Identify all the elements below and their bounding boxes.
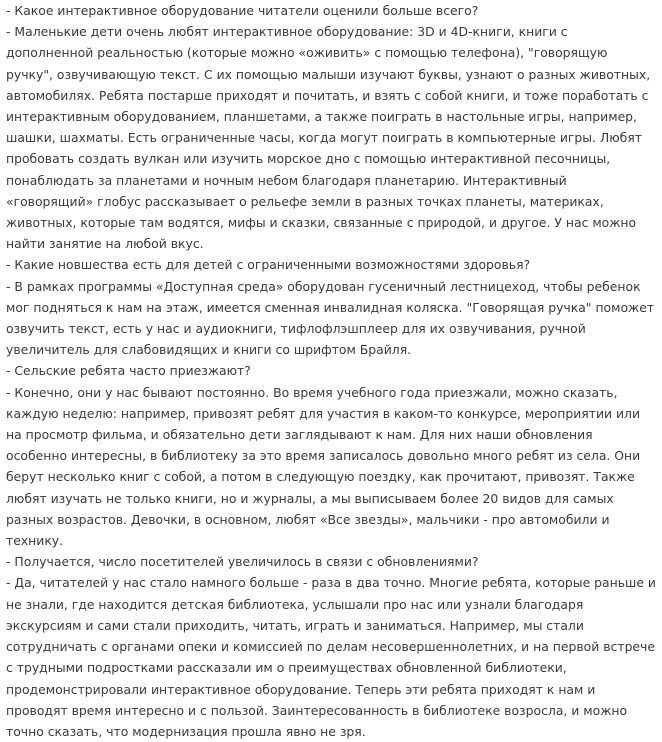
question-visitor-growth: - Получается, число посетителей увеличилось в связи с обновлениями? [6, 554, 479, 570]
answer-visitor-growth: - Да, читателей у нас стало намного больше - раза в два точно. Многие ребята, которые раньше и не знали, где находится детская библиотека, услышали про нас или узнали благодаря экскурсиям и сами стали приходить, читать, играть и заниматься. Например, мы стали сотрудничать с органами опеки и комиссией по делам несовершеннолетних, и на первой встрече с трудными подростками рассказали им о преимуществах обновленной библиотеки, продемонстрировали интерактивное оборудование. Теперь эти ребята приходят к нам и проводят время интересно и с пользой. Заинтересованность в библиотеке возросла, и можно точно сказать, что модернизация прошла явно не зря. [6, 575, 656, 739]
question-rural-children: - Сельские ребята часто приезжают? [6, 363, 251, 379]
answer-accessibility-innovations: - В рамках программы «Доступная среда» оборудован гусеничный лестницеход, чтобы ребенок мог подняться к нам на этаж, имеется сменная инвалидная коляска. "Говорящая ручка" поможет озвучить текст, есть у нас и аудиокниги, тифлофлэшплеер для их озвучивания, ручной увеличитель для слабовидящих и книги со шрифтом Брайля. [6, 278, 655, 358]
question-accessibility-innovations: - Какие новшества есть для детей с ограниченными возможностями здоровья? [6, 257, 531, 273]
answer-rural-children: - Конечно, они у нас бывают постоянно. Во время учебного года приезжали, можно сказать, каждую неделю: например, привозят ребят для участия в каком-то конкурсе, мероприятии или на просмотр фильма, и обязательно дети заглядывают к нам. Для них наши обновления особенно интересны, в библиотеку за это время записалось довольно много ребят из села. Они берут несколько книг с собой, а потом в следующую поездку, как прочитают, привозят. Также любят изучать не только книги, но и журналы, а мы выписываем более 20 видов для самых разных возрастов. Девочки, в основном, любят «Все звезды», мальчики - про автомобили и технику. [6, 384, 641, 549]
question-most-valued-equipment: - Какое интерактивное оборудование читатели оценили больше всего? [6, 3, 479, 18]
answer-most-valued-equipment: - Маленькие дети очень любят интерактивное оборудование: 3D и 4D-книги, книги с дополненной реальностью (которые можно «оживить» с помощью телефона), "говорящую ручку", озвучивающую текст. С их помощью малыши изучают буквы, узнают о разных животных, автомобилях. Ребята постарше приходят и почитать, и взять с собой книги, и тоже поработать с интерактивным оборудованием, планшетами, а также поиграть в настольные игры, например, шашки, шахматы. Есть ограниченные часы, когда могут поиграть в компьютерные игры. Любят пробовать создать вулкан или изучить морское дно с помощью интерактивной песочницы, понаблюдать за планетами и ночным небом благодаря планетарию. Интерактивный «говорящий» глобус рассказывает о рельефе земли в разных точках планеты, материках, животных, которые там водятся, мифы и сказки, связанные с природой, и другое. У нас можно найти занятие на любой вкус. [6, 24, 651, 252]
